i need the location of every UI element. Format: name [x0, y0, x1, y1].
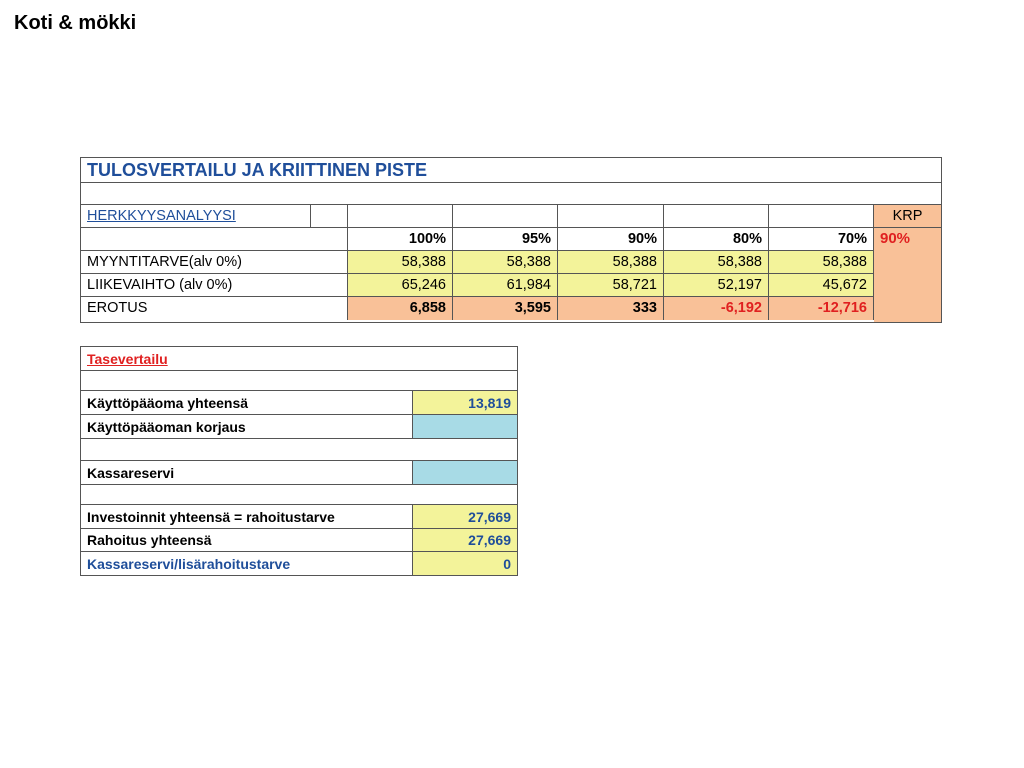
percent-label-cell: [81, 228, 348, 251]
row-label-difference: EROTUS: [81, 297, 348, 320]
table-cell[interactable]: 58,388: [348, 251, 453, 274]
blank-row: [81, 183, 941, 205]
row-label-cash-reserve-additional-financing: Kassareservi/lisärahoitustarve: [81, 552, 413, 575]
percent-header-80: 80%: [664, 228, 769, 251]
percent-header-70: 70%: [769, 228, 874, 251]
row-label-cash-reserve: Kassareservi: [81, 461, 413, 485]
percent-header-90: 90%: [558, 228, 664, 251]
percent-header-95: 95%: [453, 228, 558, 251]
page-title: Koti & mökki: [14, 12, 137, 34]
table-cell[interactable]: 58,388: [664, 251, 769, 274]
blank-row: [81, 439, 517, 461]
table-cell[interactable]: 0: [413, 552, 517, 575]
result-table-title: TULOSVERTAILU JA KRIITTINEN PISTE: [81, 158, 941, 183]
table-cell[interactable]: 3,595: [453, 297, 558, 320]
table-cell[interactable]: 52,197: [664, 274, 769, 297]
header-empty-cell[interactable]: [769, 205, 874, 228]
row-label-financing-total: Rahoitus yhteensä: [81, 529, 413, 552]
percent-header-100: 100%: [348, 228, 453, 251]
table-cell[interactable]: 45,672: [769, 274, 874, 297]
table-cell[interactable]: -12,716: [769, 297, 874, 320]
row-label-working-capital-correction: Käyttöpääoman korjaus: [81, 415, 413, 439]
balance-comparison-table: [80, 346, 518, 576]
table-cell[interactable]: 58,388: [558, 251, 664, 274]
header-empty-cell[interactable]: [558, 205, 664, 228]
krp-label: KRP: [874, 205, 941, 228]
table-cell[interactable]: 6,858: [348, 297, 453, 320]
header-gap-cell: [311, 205, 348, 228]
table-cell[interactable]: 58,721: [558, 274, 664, 297]
sensitivity-analysis-link[interactable]: HERKKYYSANALYYSI: [81, 205, 311, 228]
row-label-investments-total: Investoinnit yhteensä = rahoitustarve: [81, 505, 413, 529]
result-comparison-table: [80, 157, 942, 323]
table-cell[interactable]: 27,669: [413, 505, 517, 529]
blank-row: [81, 371, 517, 391]
header-empty-cell[interactable]: [453, 205, 558, 228]
krp-value: 90%: [874, 228, 941, 322]
table-cell[interactable]: 65,246: [348, 274, 453, 297]
table-cell[interactable]: -6,192: [664, 297, 769, 320]
balance-table-title[interactable]: Tasevertailu: [81, 347, 517, 371]
table-cell[interactable]: 58,388: [453, 251, 558, 274]
input-cell[interactable]: [413, 415, 517, 439]
table-cell[interactable]: 61,984: [453, 274, 558, 297]
row-label-sales-need: MYYNTITARVE(alv 0%): [81, 251, 348, 274]
header-empty-cell[interactable]: [348, 205, 453, 228]
blank-row: [81, 485, 517, 505]
table-cell[interactable]: 13,819: [413, 391, 517, 415]
row-label-working-capital: Käyttöpääoma yhteensä: [81, 391, 413, 415]
table-cell[interactable]: 27,669: [413, 529, 517, 552]
input-cell[interactable]: [413, 461, 517, 485]
table-cell[interactable]: 58,388: [769, 251, 874, 274]
header-empty-cell[interactable]: [664, 205, 769, 228]
row-label-turnover: LIIKEVAIHTO (alv 0%): [81, 274, 348, 297]
table-cell[interactable]: 333: [558, 297, 664, 320]
